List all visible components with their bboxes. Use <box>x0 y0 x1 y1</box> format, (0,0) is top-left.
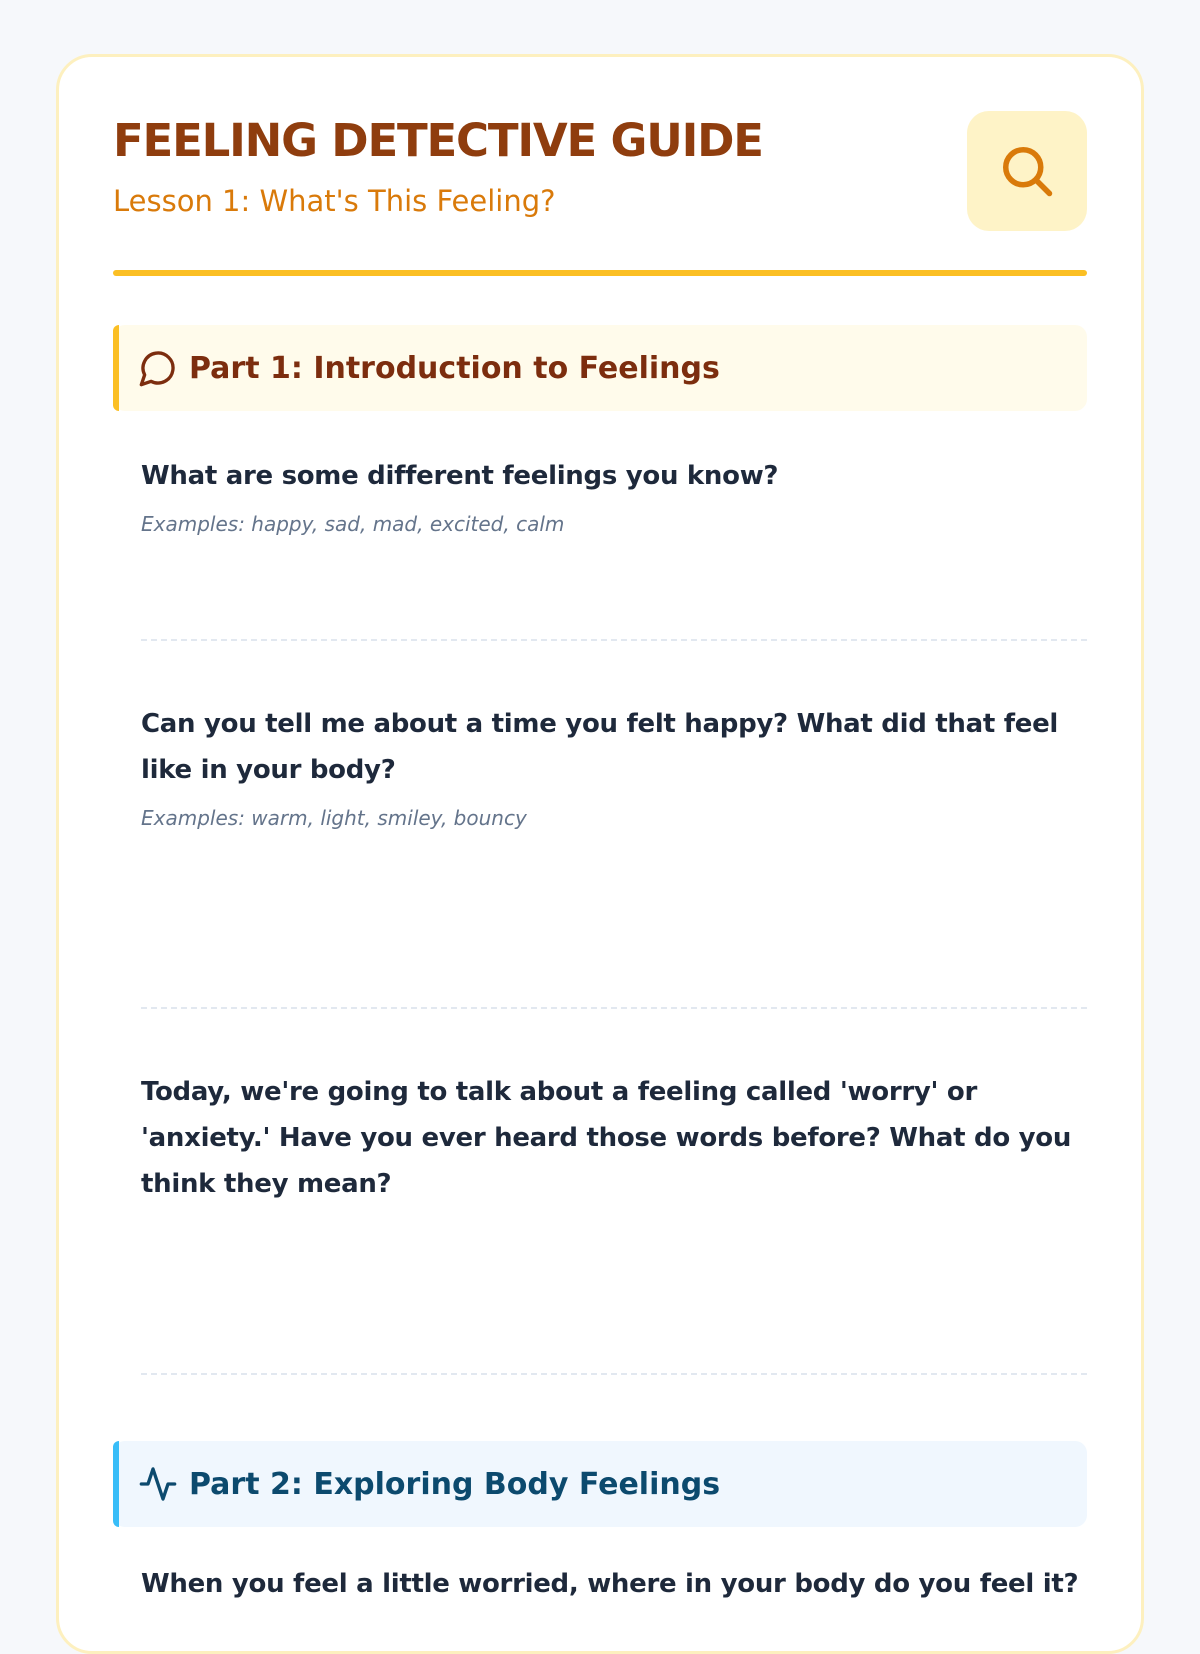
header-divider <box>113 270 1087 276</box>
search-button[interactable] <box>967 111 1087 231</box>
chat-bubble-icon <box>137 347 179 389</box>
question-text: Today, we're going to talk about a feeling called 'worry' or 'anxiety.' Have you ever heard those words before? What do you think they mean? <box>141 1077 1072 1199</box>
question-item <box>141 1527 1087 1607</box>
lesson-subtitle: Lesson 1: What's This Feeling? <box>113 184 556 218</box>
question-text: When you feel a little worried, where in your body do you feel it? <box>141 1569 1079 1599</box>
question-text: Can you tell me about a time you felt happy? What did that feel like in your body? <box>141 709 1059 785</box>
question-item <box>141 1009 1087 1375</box>
part-1-title: Part 1: Introduction to Feelings <box>189 350 720 386</box>
part-1-header <box>113 325 1087 411</box>
part-2-header <box>113 1441 1087 1527</box>
question-examples: Examples: happy, sad, mad, excited, calm <box>141 512 565 536</box>
question-item <box>141 411 1087 641</box>
part-2-accent-bar <box>113 1441 119 1527</box>
search-icon <box>997 141 1057 201</box>
guide-card <box>56 54 1144 1654</box>
question-examples: Examples: warm, light, smiley, bouncy <box>141 806 527 830</box>
part-2-title: Part 2: Exploring Body Feelings <box>189 1466 721 1502</box>
guide-header <box>113 57 1087 275</box>
part-1-accent-bar <box>113 325 119 411</box>
question-text: What are some different feelings you know? <box>141 461 779 491</box>
question-item <box>141 641 1087 1009</box>
pulse-icon <box>137 1463 179 1505</box>
page-title: FEELING DETECTIVE GUIDE <box>113 114 763 167</box>
